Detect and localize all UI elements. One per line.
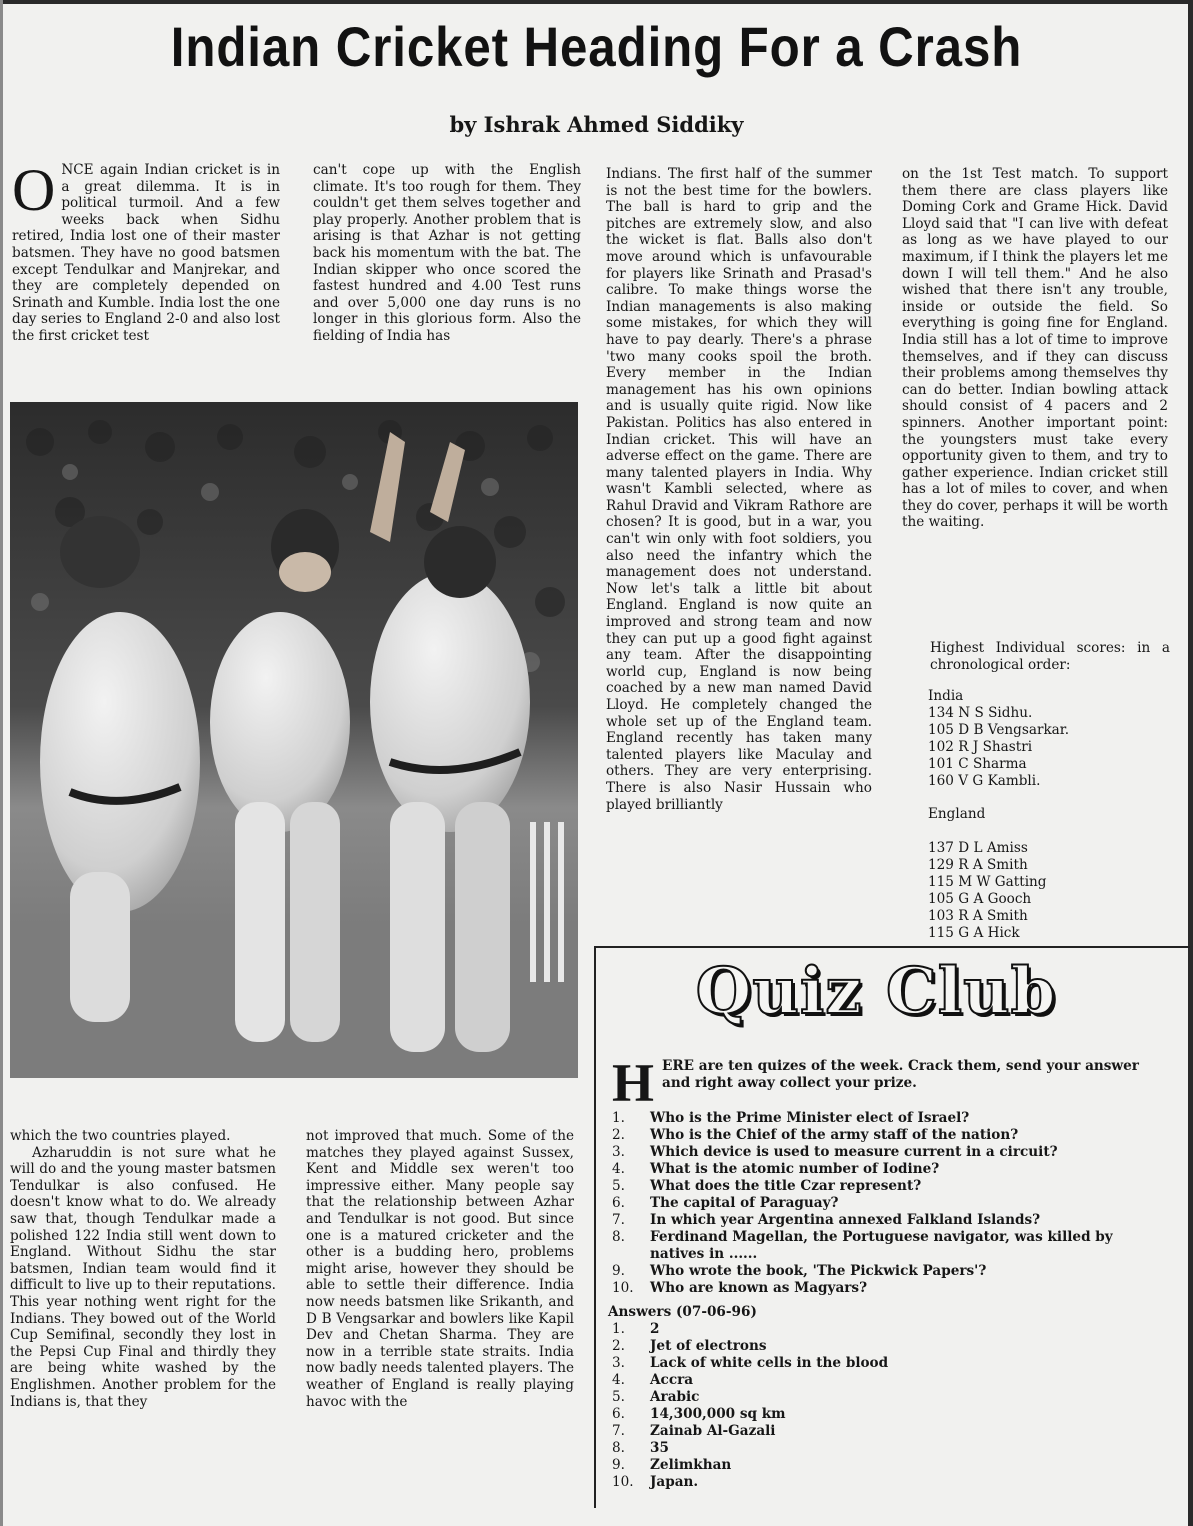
score-row: 115 M W Gatting bbox=[928, 874, 1047, 890]
answer-text: Accra bbox=[650, 1372, 694, 1388]
answer-text: Japan. bbox=[650, 1474, 699, 1490]
question-text: Who are known as Magyars? bbox=[650, 1280, 868, 1296]
answer-number: 2. bbox=[612, 1338, 625, 1354]
answer-number: 3. bbox=[612, 1355, 625, 1371]
article-text: Azharuddin is not sure what he will do and the young master batsmen Tendulkar is also confused. He doesn't know what to do. We already saw that, though Tendulkar made a polished 122 India still went down to England. Without Sidhu the star batsmen, Indian team would find it difficult to live up to their reputations. This year nothing went right for the Indians. They bowed out of the World Cup Semifinal, secondly they lost in the Pepsi Cup Final and thirdly they are being white washed by the Englishmen. Another problem for the Indians is, that they bbox=[10, 1144, 276, 1410]
quiz-question bbox=[612, 1212, 1152, 1229]
question-number: 2. bbox=[612, 1127, 625, 1143]
india-label: India bbox=[928, 688, 964, 704]
article-text: on the 1st Test match. To support them there are class players like Doming Cork and Grame Hick. David Lloyd said that "I can live with defeat as long as we have played to our maximum, if I think the players let me down I will tell them." And he also wished that there isn't any trouble, inside or outside the field. So everything is going fine for England. India still has a lot of time to improve themselves, and if they can discuss their problems among themselves thy can do better. Indian bowling attack should consist of 4 pacers and 2 spinners. Another important point: the youngsters must take every opportunity given to them, and try to gather experience. Indian cricket still has a lot of miles to cover, and when they do cover, perhaps it will be worth the waiting. bbox=[902, 166, 1168, 531]
score-row: 101 C Sharma bbox=[928, 756, 1027, 772]
score-row: 105 G A Gooch bbox=[928, 891, 1032, 907]
quiz-question bbox=[612, 1144, 1152, 1161]
answer-number: 6. bbox=[612, 1406, 625, 1422]
quiz-answer bbox=[612, 1355, 1152, 1372]
question-text: The capital of Paraguay? bbox=[650, 1195, 839, 1211]
answer-text: 35 bbox=[650, 1440, 669, 1456]
question-text: What is the atomic number of Iodine? bbox=[650, 1161, 940, 1177]
question-number: 4. bbox=[612, 1161, 625, 1177]
question-number: 7. bbox=[612, 1212, 625, 1228]
score-row: 115 G A Hick bbox=[928, 925, 1020, 941]
answer-number: 5. bbox=[612, 1389, 625, 1405]
answer-number: 4. bbox=[612, 1372, 625, 1388]
answer-text: Lack of white cells in the blood bbox=[650, 1355, 889, 1371]
score-row: 105 D B Vengsarkar. bbox=[928, 722, 1070, 738]
question-number: 6. bbox=[612, 1195, 625, 1211]
england-label-block bbox=[928, 806, 985, 823]
quiz-intro bbox=[612, 1053, 1152, 1113]
quiz-question bbox=[612, 1161, 1152, 1178]
quiz-answer bbox=[612, 1389, 1152, 1406]
quiz-question bbox=[612, 1195, 1152, 1212]
article-column-1-top bbox=[12, 162, 280, 386]
cricket-photo bbox=[10, 402, 578, 1078]
quiz-question bbox=[612, 1110, 1152, 1127]
article-column-2-bottom bbox=[306, 1128, 574, 1488]
page-border-top bbox=[0, 0, 1193, 4]
question-number: 9. bbox=[612, 1263, 625, 1279]
quiz-question bbox=[612, 1280, 1152, 1297]
article-column-3 bbox=[606, 166, 872, 944]
score-row: 137 D L Amiss bbox=[928, 840, 1028, 856]
quiz-answer bbox=[612, 1457, 1152, 1474]
quiz-intro-text: ERE are ten quizes of the week. Crack them, send your answer and right away collect your prize. bbox=[662, 1058, 1139, 1091]
answers-heading: Answers (07-06-96) bbox=[608, 1304, 757, 1320]
drop-cap: O bbox=[12, 162, 56, 223]
answer-text: 14,300,000 sq km bbox=[650, 1406, 786, 1422]
quiz-answer bbox=[612, 1440, 1152, 1457]
quiz-answers bbox=[612, 1321, 1152, 1491]
answer-number: 1. bbox=[612, 1321, 625, 1337]
answer-number: 9. bbox=[612, 1457, 625, 1473]
score-row: 102 R J Shastri bbox=[928, 739, 1033, 755]
article-text: can't cope up with the English climate. It's too rough for them. They couldn't get them selves together and play properly. Another problem that is arising is that Azhar is not getting back his momentum with the bat. The Indian skipper who once scored the fastest hundred and 4.00 Test runs and over 5,000 one day runs is no longer in this glorious form. Also the fielding of India has bbox=[313, 162, 581, 344]
quiz-answer bbox=[612, 1338, 1152, 1355]
question-text: Who wrote the book, 'The Pickwick Papers'? bbox=[650, 1263, 987, 1279]
quiz-answer bbox=[612, 1406, 1152, 1423]
england-scores bbox=[928, 840, 1047, 942]
score-row: 160 V G Kambli. bbox=[928, 773, 1041, 789]
photo-illustration bbox=[10, 402, 578, 1078]
quiz-questions bbox=[612, 1110, 1152, 1297]
headline: Indian Cricket Heading For a Crash bbox=[170, 15, 1023, 78]
quiz-answer bbox=[612, 1372, 1152, 1389]
article-text: Indians. The first half of the summer is not the best time for the bowlers. The ball is hard to grip and the pitches are extremely slow, and also the wicket is flat. Balls also don't move around which is unfavourable for players like Srinath and Prasad's calibre. To make things worse the Indian managements is also making some mistakes, for which they will have to pay dearly. There's a phrase 'two many cooks spoil the broth. Every member in the Indian management has his own opinions and is usually quite rigid. Now like Pakistan. Politics has also entered in Indian cricket. This will have an adverse effect on the game. There are many talented players in India. Why wasn't Kambli selected, where as Rahul Dravid and Vikram Rathore are chosen? It is good, but in a war, you can't win only with foot soldiers, you also need the infantry which the management does not understand. Now let's talk a little bit about England. England is now quite an improved and strong team and now they can put up a good fight against any team. After the disappointing world cup, England is now being coached by a new man named David Lloyd. He completely changed the whole set up of the England team. England recently has taken many talented players like Maculay and others. They are very enterprising. There is also Nasir Hussain who played brilliantly bbox=[606, 166, 872, 813]
drop-cap: H bbox=[612, 1053, 655, 1113]
score-row: 103 R A Smith bbox=[928, 908, 1028, 924]
answer-text: Zelimkhan bbox=[650, 1457, 732, 1473]
question-text: Who is the Prime Minister elect of Israel? bbox=[650, 1110, 970, 1126]
india-scores bbox=[928, 688, 1069, 790]
quiz-question bbox=[612, 1229, 1152, 1263]
england-label: England bbox=[928, 806, 986, 822]
quiz-question bbox=[612, 1263, 1152, 1280]
quiz-answer bbox=[612, 1321, 1152, 1338]
question-text: Who is the Chief of the army staff of the nation? bbox=[650, 1127, 1019, 1143]
question-text: In which year Argentina annexed Falkland Islands? bbox=[650, 1212, 1041, 1228]
question-text: Ferdinand Magellan, the Portuguese navigator, was killed by natives in ...... bbox=[650, 1229, 1113, 1262]
quiz-club-title: Quiz Club bbox=[695, 954, 1057, 1029]
quiz-answer bbox=[612, 1423, 1152, 1440]
scores-heading-text: Highest Individual scores: in a chronological order: bbox=[930, 640, 1170, 673]
quiz-answer bbox=[612, 1474, 1152, 1491]
question-number: 10. bbox=[612, 1280, 634, 1296]
answer-number: 7. bbox=[612, 1423, 625, 1439]
article-column-2-top bbox=[313, 162, 581, 386]
quiz-question bbox=[612, 1127, 1152, 1144]
quiz-question bbox=[612, 1178, 1152, 1195]
article-text: which the two countries played. bbox=[10, 1128, 231, 1144]
question-text: Which device is used to measure current in a circuit? bbox=[650, 1144, 1058, 1160]
question-number: 8. bbox=[612, 1229, 625, 1245]
scores-heading bbox=[930, 640, 1170, 680]
question-number: 3. bbox=[612, 1144, 625, 1160]
answer-text: 2 bbox=[650, 1321, 660, 1337]
question-text: What does the title Czar represent? bbox=[650, 1178, 922, 1194]
answer-text: Zainab Al-Gazali bbox=[650, 1423, 776, 1439]
answer-number: 8. bbox=[612, 1440, 625, 1456]
article-text: NCE again Indian cricket is in a great dilemma. It is in political turmoil. And a few weeks back when Sidhu retired, India lost one of their master batsmen. They have no good batsmen except Tendulkar and Manjrekar, and they are completely depended on Srinath and Kumble. India lost the one day series to England 2-0 and also lost the first cricket test bbox=[12, 162, 280, 344]
article-column-1-bottom bbox=[10, 1128, 276, 1488]
score-row: 129 R A Smith bbox=[928, 857, 1028, 873]
question-number: 5. bbox=[612, 1178, 625, 1194]
answer-text: Arabic bbox=[650, 1389, 700, 1405]
answer-text: Jet of electrons bbox=[650, 1338, 767, 1354]
answer-number: 10. bbox=[612, 1474, 634, 1490]
article-text: not improved that much. Some of the matches they played against Sussex, Kent and Middle sex weren't too impressive either. Many people say that the relationship between Azhar and Tendulkar is not good. But since one is a matured cricketer and the other is a budding hero, problems might arise, however they should be able to settle their difference. India now needs batsmen like Srikanth, and D B Vengsarkar and bowlers like Kapil Dev and Chetan Sharma. They are now in a terrible state straits. India now badly needs talented players. The weather of England is really playing havoc with the bbox=[306, 1128, 574, 1410]
page-border-left bbox=[0, 0, 3, 1526]
byline: by Ishrak Ahmed Siddiky bbox=[449, 112, 744, 137]
score-row: 134 N S Sidhu. bbox=[928, 705, 1033, 721]
question-number: 1. bbox=[612, 1110, 625, 1126]
article-column-4 bbox=[902, 166, 1168, 626]
